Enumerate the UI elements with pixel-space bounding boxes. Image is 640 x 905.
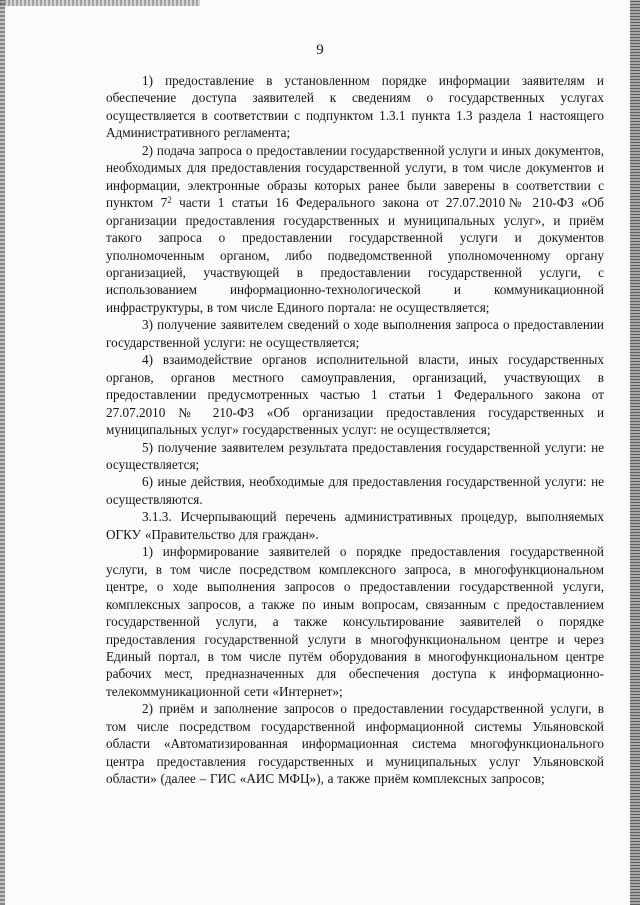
paragraph-2-superscript: 2 (167, 195, 172, 206)
scan-edge-left (0, 0, 5, 905)
document-body (106, 72, 604, 788)
scan-edge-top (0, 0, 200, 6)
paragraph-2 (106, 142, 604, 317)
scan-edge-right (630, 0, 640, 905)
paragraph-7: 1) информирование заявителей о порядке предоставления государственной услуги, в том числе посредством комплексного запроса, в многофункциональном центре, о ходе выполнения запросов о предоставлении государственной услуги, комплексных запросов, а также по иным вопросам, связанным с предоставлением государственной услуги, а также консультирование заявителей о порядке предоставления государственной услуги в многофункциональном центре и через Единый портал, в том числе путём оборудования в многофункциональном центре рабочих мест, предназначенных для обеспечения доступа к информационно-телекоммуникационной сети «Интернет»; (106, 544, 604, 699)
paragraph-6: 6) иные действия, необходимые для предоставления государственной услуги: не осуществляются. (106, 474, 604, 507)
section-heading-3-1-3: 3.1.3. Исчерпывающий перечень административных процедур, выполняемых ОГКУ «Правительство для граждан». (106, 509, 604, 542)
paragraph-2-continuation: части 1 статьи 16 Федерального закона от 27.07.2010№ 210-ФЗ «Об организации предоставления государственных и муниципальных услуг», и приём такого запроса о предоставлении государственной услуги и документов уполномоченным органом, либо подведомственной уполномоченному органу организацией, участвующей в предоставлении государственной услуги, с использованием информационно-технологической и коммуникационной инфраструктуры, в том числе Единого портала: не осуществляется; (106, 195, 604, 315)
paragraph-3: 3) получение заявителем сведений о ходе выполнения запроса о предоставлении государственной услуги: не осуществляется; (106, 317, 604, 350)
page-number: 9 (316, 42, 324, 58)
paragraph-2-text: 2) подача запроса о предоставлении государственной услуги и иных документов, необходимых для предоставления государственной услуги, в том числе документов и информации, электронные образы которых ранее были заверены в соответствии с пунктом 7 (106, 142, 604, 211)
paragraph-8: 2) приём и заполнение запросов о предоставлении государственной услуги, в том числе посредством государственной информационной системы Ульяновской области «Автоматизированная информационная система многофункционального центра предоставления государственных и муниципальных услуг Ульяновской области» (далее – ГИС «АИС МФЦ»), а также приём комплексных запросов; (106, 701, 604, 787)
paragraph-5: 5) получение заявителем результата предоставления государственной услуги: не осуществляется; (106, 439, 604, 472)
paragraph-1: 1) предоставление в установленном порядке информации заявителям и обеспечение доступа заявителей к сведениям о государственных услугах осуществляется в соответствии с подпунктом 1.3.1 пункта 1.3 раздела 1 настоящего Административного регламента; (106, 73, 604, 141)
paragraph-4: 4) взаимодействие органов исполнительной власти, иных государственных органов, органов местного самоуправления, организаций, участвующих в предоставлении предусмотренных частью 1 статьи 1 Федерального закона от 27.07.2010 № 210-ФЗ «Об организации предоставления государственных и муниципальных услуг» государственных услуг: не осуществляется; (106, 352, 604, 438)
